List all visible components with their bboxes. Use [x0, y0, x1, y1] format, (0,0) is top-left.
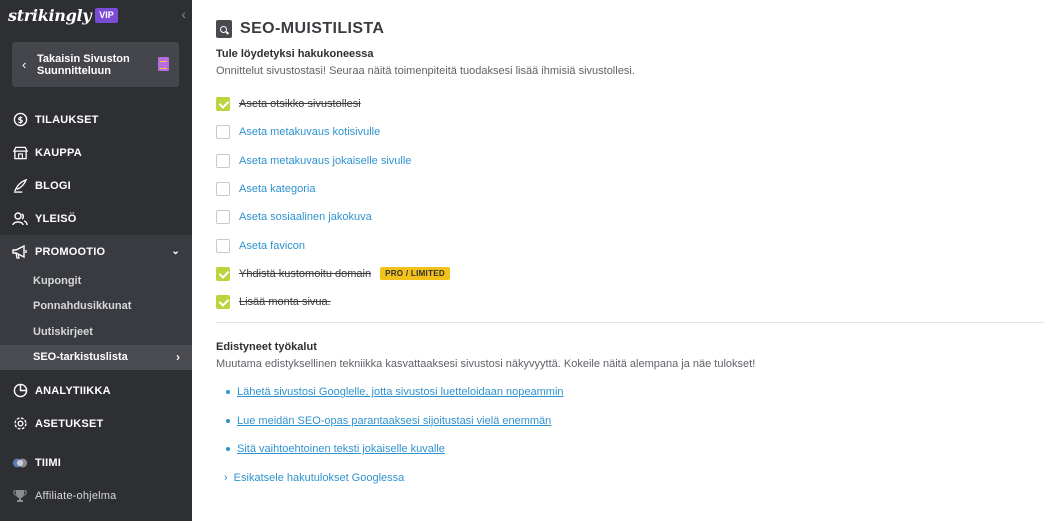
sidebar-item-label: ANALYTIIKKA — [35, 384, 111, 397]
sidebar-item-label: TIIMI — [35, 456, 62, 469]
bullet-icon — [226, 447, 230, 451]
sidebar-item-tilaukset[interactable] — [0, 103, 192, 136]
svg-text:$: $ — [16, 114, 24, 125]
sidebar-item-label: PROMOOTIO — [35, 245, 106, 258]
sidebar-nav — [0, 103, 192, 512]
checklist-item[interactable] — [216, 90, 450, 118]
vip-badge: VIP — [95, 8, 118, 23]
tool-item — [226, 407, 564, 436]
section-title-discoverability: Tule löydetyksi hakukoneessa — [216, 48, 374, 60]
bullet-icon — [226, 419, 230, 423]
sidebar-item-analytiikka[interactable] — [0, 374, 192, 407]
preview-google-results-link[interactable]: Esikatsele hakutulokset Googlessa — [233, 471, 405, 484]
checkbox[interactable] — [216, 125, 230, 139]
sidebar-item-label: ASETUKSET — [35, 417, 104, 430]
checklist-item[interactable] — [216, 231, 450, 259]
sidebar-item-kauppa[interactable] — [0, 136, 192, 169]
checklist-item[interactable] — [216, 175, 450, 203]
strikingly-logo[interactable]: strikingly — [8, 5, 92, 25]
megaphone-icon — [12, 244, 28, 260]
team-icon — [12, 455, 28, 471]
section-title-advanced-tools: Edistyneet työkalut — [216, 341, 317, 353]
back-button-label: Takaisin Sivuston Suunnitteluun — [37, 52, 130, 77]
checklist-label: Yhdistä kustomoitu domain — [239, 267, 372, 280]
tool-item-preview[interactable] — [226, 464, 564, 493]
sidebar-item-blogi[interactable] — [0, 169, 192, 202]
advanced-tools-list — [226, 378, 564, 492]
sidebar-item-tiimi[interactable] — [0, 446, 192, 479]
seo-checklist — [216, 90, 450, 316]
main-content — [192, 0, 1044, 521]
section-divider — [216, 322, 1044, 323]
pro-limited-badge: PRO / LIMITED — [380, 267, 450, 280]
tool-link-seo-guide[interactable]: Lue meidän SEO-opas parantaaksesi sijoitustasi vielä enemmän — [237, 414, 552, 427]
checklist-link[interactable]: Aseta metakuvaus kotisivulle — [239, 126, 381, 139]
checklist-link[interactable]: Aseta favicon — [239, 239, 306, 252]
sidebar-subitem-ponnahdusikkunat[interactable] — [0, 294, 192, 320]
sidebar-item-label: TILAUKSET — [35, 113, 99, 126]
store-icon — [12, 145, 28, 161]
chevron-left-icon: ‹ — [22, 57, 27, 72]
trophy-icon — [12, 488, 28, 504]
quill-icon — [12, 178, 28, 194]
checkbox-checked[interactable] — [216, 295, 230, 309]
checkbox[interactable] — [216, 154, 230, 168]
audience-icon — [12, 211, 28, 227]
tool-item — [226, 435, 564, 464]
checkbox-checked[interactable] — [216, 267, 230, 281]
checklist-item[interactable] — [216, 260, 450, 288]
checklist-item[interactable] — [216, 288, 450, 316]
checklist-link[interactable]: Aseta sosiaalinen jakokuva — [239, 211, 372, 224]
sidebar-item-label: BLOGI — [35, 179, 71, 192]
checklist-label: Aseta otsikko sivustollesi — [239, 98, 361, 111]
checklist-item[interactable] — [216, 203, 450, 231]
sidebar-subitem-seo-tarkistuslista[interactable] — [0, 345, 192, 371]
tool-link-alt-text[interactable]: Sitä vaihtoehtoinen teksti jokaiselle kuvalle — [237, 443, 445, 456]
sidebar-item-label: Affiliate-ohjelma — [35, 489, 117, 502]
page-title: SEO-MUISTILISTA — [240, 20, 385, 37]
sidebar-item-promootio[interactable] — [0, 235, 192, 268]
checkbox-checked[interactable] — [216, 97, 230, 111]
chevron-right-icon: › — [176, 350, 180, 365]
sidebar-item-label: KAUPPA — [35, 146, 82, 159]
back-to-site-editor-button[interactable] — [12, 42, 179, 87]
seo-search-icon — [216, 20, 232, 38]
checklist-item[interactable] — [216, 118, 450, 146]
sidebar-item-affiliate[interactable] — [0, 479, 192, 512]
gear-icon — [12, 416, 28, 432]
chevron-down-icon: ⌄ — [171, 246, 180, 257]
tool-item — [226, 378, 564, 407]
sidebar-subitem-kupongit[interactable] — [0, 268, 192, 294]
subitem-label: Kupongit — [33, 274, 82, 287]
collapse-sidebar-icon[interactable]: ‹ — [181, 6, 186, 22]
section-desc-advanced-tools: Muutama edistyksellinen tekniikka kasvattaaksesi sivustosi näkyvyyttä. Kokeile näitä alempana ja näe tulokset! — [216, 358, 756, 370]
chart-pie-icon — [12, 383, 28, 399]
checklist-item[interactable] — [216, 147, 450, 175]
checkbox[interactable] — [216, 239, 230, 253]
chevron-right-icon: › — [224, 471, 228, 484]
dollar-circle-icon — [12, 112, 28, 128]
sidebar-item-yleiso[interactable] — [0, 202, 192, 235]
tool-link-submit-google[interactable]: Lähetä sivustosi Googlelle, jotta sivustosi luetteloidaan nopeammin — [237, 386, 564, 399]
sidebar — [0, 0, 192, 521]
sidebar-item-label: YLEISÖ — [35, 212, 77, 225]
subitem-label: Uutiskirjeet — [33, 325, 93, 338]
sidebar-item-asetukset[interactable] — [0, 407, 192, 440]
logo-row — [0, 0, 192, 30]
page-document-icon — [158, 57, 169, 71]
checklist-link[interactable]: Aseta metakuvaus jokaiselle sivulle — [239, 154, 412, 167]
checkbox[interactable] — [216, 210, 230, 224]
checklist-label: Lisää monta sivua. — [239, 296, 331, 309]
subitem-label: Ponnahdusikkunat — [33, 300, 132, 313]
section-desc-discoverability: Onnittelut sivustostasi! Seuraa näitä toimenpiteitä tuodaksesi lisää ihmisiä sivustollesi. — [216, 65, 635, 77]
promootio-submenu — [0, 268, 192, 370]
subitem-label: SEO-tarkistuslista — [33, 351, 128, 364]
checkbox[interactable] — [216, 182, 230, 196]
bullet-icon — [226, 390, 230, 394]
checklist-link[interactable]: Aseta kategoria — [239, 183, 316, 196]
page-header — [216, 20, 384, 38]
sidebar-subitem-uutiskirjeet[interactable] — [0, 319, 192, 345]
